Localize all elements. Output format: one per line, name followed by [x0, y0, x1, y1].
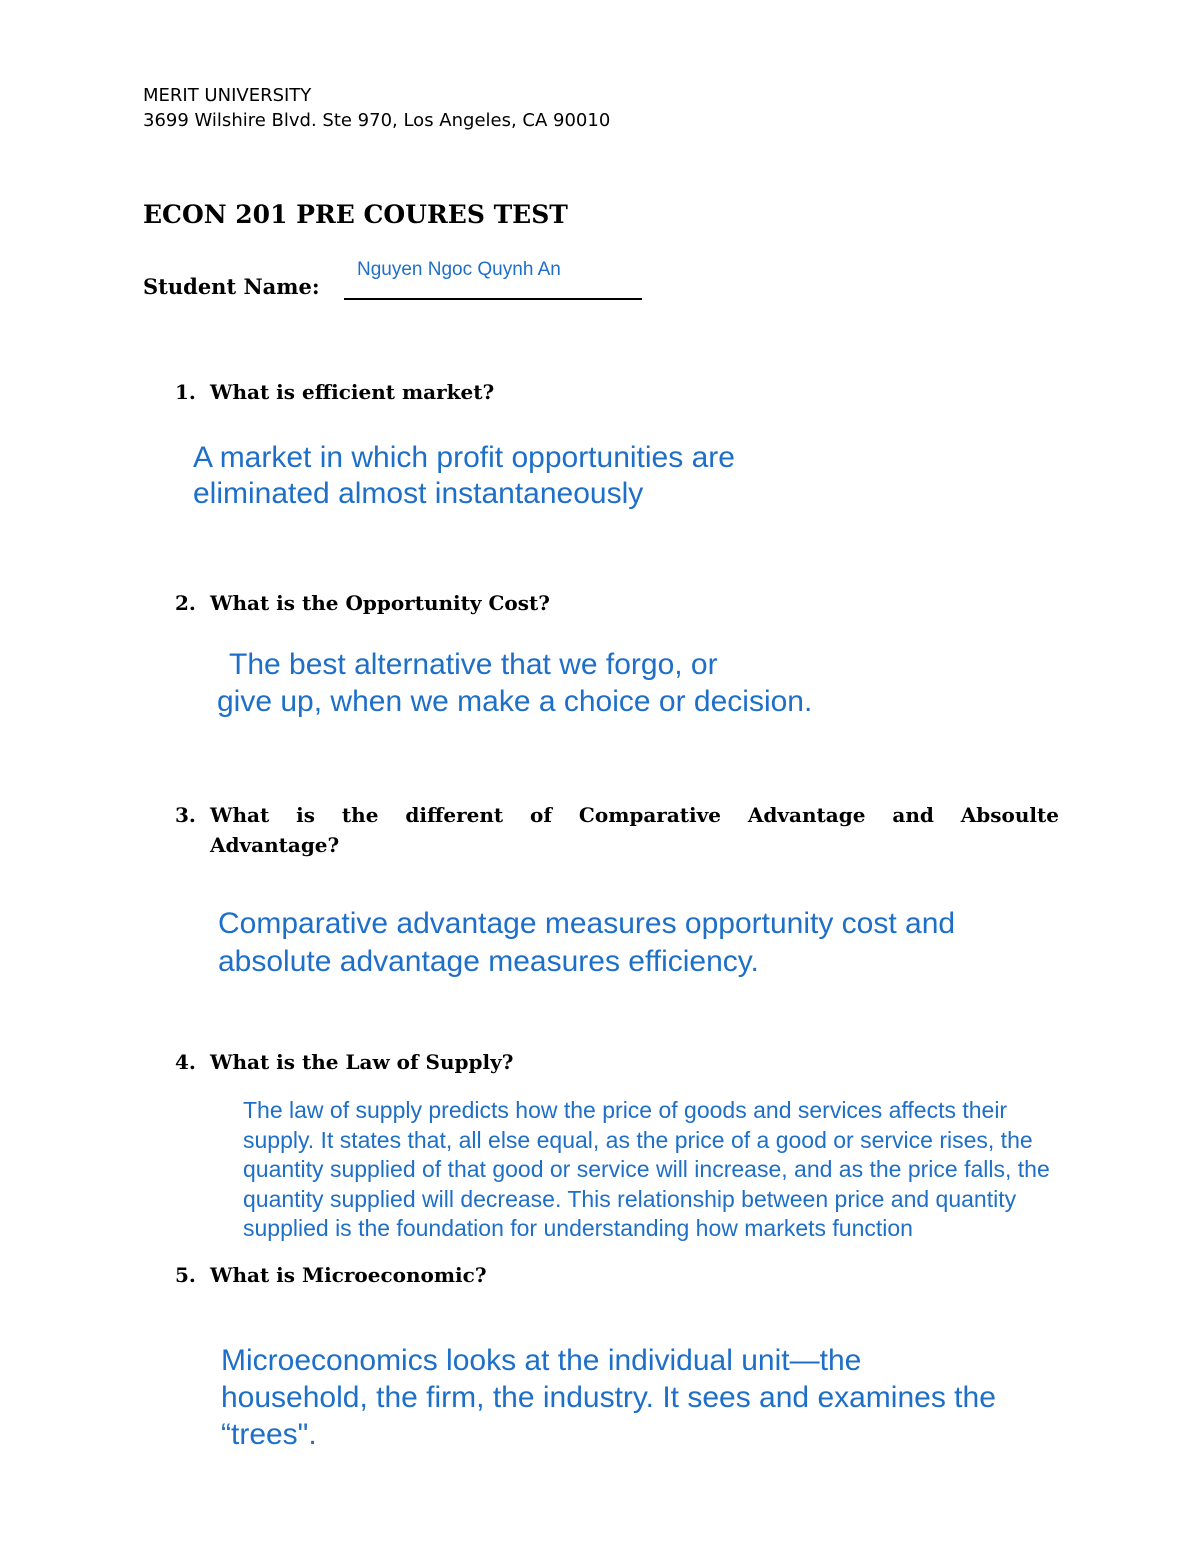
answer-line: The best alternative that we forgo, or: [229, 648, 718, 681]
question-5: [175, 1263, 487, 1287]
answer-line: “trees".: [221, 1418, 317, 1451]
question-number: 1.: [175, 380, 196, 404]
answer-line: give up, when we make a choice or decision.: [217, 685, 813, 718]
answer-3[interactable]: [218, 905, 955, 981]
question-3: [175, 803, 1059, 857]
question-number: 3.: [175, 803, 196, 827]
answer-4[interactable]: [243, 1096, 1050, 1244]
student-name-value[interactable]: Nguyen Ngoc Quynh An: [357, 259, 561, 280]
question-4: [175, 1050, 513, 1074]
answer-5[interactable]: [221, 1342, 996, 1453]
answer-2[interactable]: [217, 646, 812, 720]
answer-line: The law of supply predicts how the price of goods and services affects their: [243, 1097, 1008, 1123]
answer-line: Comparative advantage measures opportunity cost and: [218, 907, 956, 940]
answer-line: quantity supplied will decrease. This relationship between price and quantity: [243, 1185, 1017, 1212]
answer-line: eliminated almost instantaneously: [193, 477, 644, 510]
answer-line: A market in which profit opportunities are: [193, 441, 735, 474]
question-text: What is Microeconomic?: [210, 1263, 487, 1287]
question-text-continued: Advantage?: [210, 833, 340, 857]
answer-line: Microeconomics looks at the individual unit—the: [221, 1344, 862, 1377]
question-text: What is the Law of Supply?: [210, 1050, 514, 1074]
answer-line: absolute advantage measures efficiency.: [218, 945, 759, 978]
answer-line: supply. It states that, all else equal, as the price of a good or service rises, the: [243, 1126, 1033, 1153]
student-name-underline: [344, 298, 642, 300]
question-2: [175, 591, 550, 615]
student-name-label: Student Name:: [143, 274, 320, 299]
test-title: ECON 201 PRE COURES TEST: [143, 200, 568, 229]
answer-line: household, the firm, the industry. It sees and examines the: [221, 1381, 996, 1414]
question-number: 4.: [175, 1050, 196, 1074]
question-number: 2.: [175, 591, 196, 615]
answer-line: quantity supplied of that good or service will increase, and as the price falls, the: [243, 1156, 1050, 1182]
question-text: What is the different of Comparative Advantage and Absoulte: [210, 803, 1059, 827]
answer-1[interactable]: [193, 440, 735, 512]
answer-line: supplied is the foundation for understanding how markets function: [243, 1215, 913, 1241]
question-1: [175, 380, 494, 404]
question-text: What is the Opportunity Cost?: [210, 591, 550, 615]
university-address: 3699 Wilshire Blvd. Ste 970, Los Angeles, CA 90010: [143, 110, 611, 131]
university-name: MERIT UNIVERSITY: [143, 85, 312, 106]
question-number: 5.: [175, 1263, 196, 1287]
question-text: What is efficient market?: [210, 380, 495, 404]
